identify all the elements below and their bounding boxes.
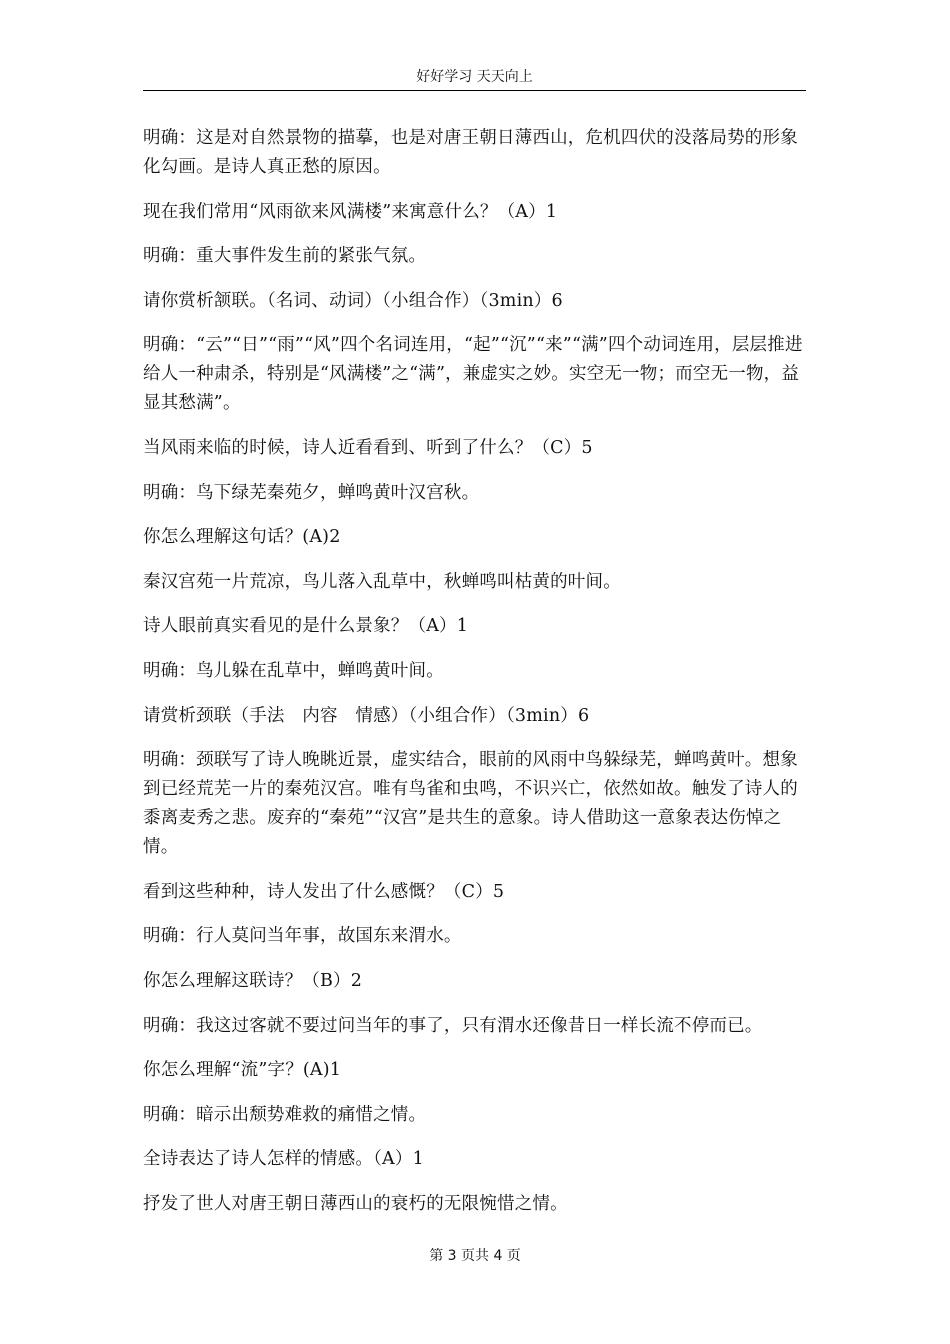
paragraph: 明确：我这过客就不要过问当年的事了，只有渭水还像昔日一样长流不停而已。 bbox=[143, 1015, 763, 1036]
paragraph: 秦汉宫苑一片荒凉，鸟儿落入乱草中，秋蝉鸣叫枯黄的叶间。 bbox=[143, 571, 621, 592]
paragraph: 明确：颈联写了诗人晚眺近景，虚实结合，眼前的风雨中鸟躲绿芜，蝉鸣黄叶。想象到已经荒芜一片的秦苑汉宫。唯有鸟雀和虫鸣，不识兴亡，依然如故。触发了诗人的黍离麦秀之悲。废弃的“秦苑”“汉宫”是共生的意象。诗人借助这一意象表达伤悼之情。 bbox=[143, 750, 798, 858]
page-footer bbox=[0, 1247, 950, 1265]
paragraph: 明确：鸟儿躲在乱草中，蝉鸣黄叶间。 bbox=[143, 660, 444, 681]
paragraph: 明确：行人莫问当年事，故国东来渭水。 bbox=[143, 926, 462, 947]
paragraph: 现在我们常用“风雨欲来风满楼”来寓意什么？（A）1 bbox=[143, 201, 558, 222]
document-body bbox=[143, 124, 807, 1234]
paragraph: 明确：鸟下绿芜秦苑夕，蝉鸣黄叶汉宫秋。 bbox=[143, 482, 480, 503]
paragraph: 你怎么理解这句话？(A)2 bbox=[143, 527, 341, 548]
page-header bbox=[143, 68, 806, 91]
paragraph: 你怎么理解“流”字？(A)1 bbox=[143, 1060, 342, 1081]
paragraph: 明确：暗示出颓势难救的痛惜之情。 bbox=[143, 1104, 427, 1125]
paragraph: 明确：“云”“日”“雨”“风”四个名词连用，“起”“沉”“来”“满”四个动词连用，层层推进给人一种肃杀，特别是“风满楼”之“满”，兼虚实之妙。实空无一物；而空无一物，益显其愁满”。 bbox=[143, 335, 803, 414]
paragraph: 请赏析颈联（手法 内容 情感）（小组合作）（3min）6 bbox=[143, 705, 590, 726]
page-number: 第 3 页共 4 页 bbox=[429, 1248, 521, 1264]
paragraph: 看到这些种种，诗人发出了什么感慨？（C）5 bbox=[143, 881, 505, 902]
paragraph: 诗人眼前真实看见的是什么景象？（A）1 bbox=[143, 616, 469, 637]
paragraph: 当风雨来临的时候，诗人近看看到、听到了什么？（C）5 bbox=[143, 437, 593, 458]
header-title: 好好学习 天天向上 bbox=[416, 69, 533, 85]
paragraph: 抒发了世人对唐王朝日薄西山的衰朽的无限惋惜之情。 bbox=[143, 1193, 568, 1214]
paragraph: 全诗表达了诗人怎样的情感。（A）1 bbox=[143, 1149, 424, 1170]
paragraph: 明确：这是对自然景物的描摹，也是对唐王朝日薄西山，危机四伏的没落局势的形象化勾画。是诗人真正愁的原因。 bbox=[143, 128, 798, 177]
paragraph: 明确：重大事件发生前的紧张气氛。 bbox=[143, 246, 427, 267]
paragraph: 你怎么理解这联诗？（B）2 bbox=[143, 970, 363, 991]
paragraph: 请你赏析颔联。（名词、动词）（小组合作）（3min）6 bbox=[143, 290, 563, 311]
